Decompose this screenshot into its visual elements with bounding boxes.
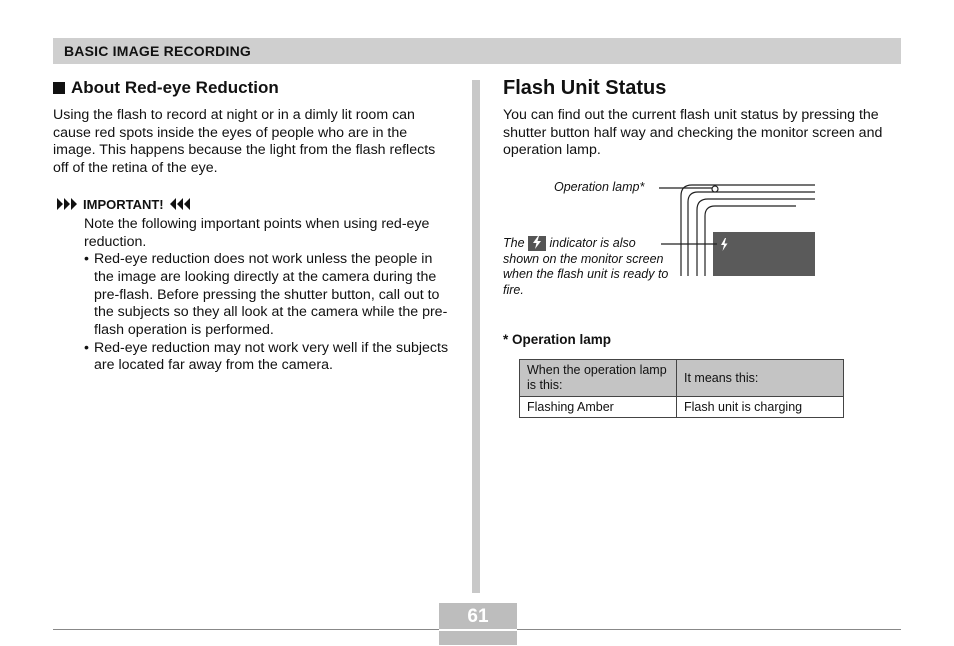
page-number-box: [439, 603, 517, 645]
page-number: 61: [467, 606, 489, 627]
arrow-left-icon: [168, 198, 190, 210]
table-cell: Flash unit is charging: [677, 397, 844, 418]
note-intro: Note the following important points when using red-eye reduction.: [84, 215, 430, 250]
table-header-cell: It means this:: [677, 360, 844, 397]
important-label-row: [53, 197, 453, 212]
arrow-right-icon: [57, 198, 79, 210]
camera-back-drawing: [503, 176, 823, 306]
operation-lamp-table: [519, 359, 844, 418]
camera-diagram: [503, 176, 823, 306]
list-item: • Red-eye reduction does not work unless the people in the image are looking directly at the camera during the pre-flash. Before pressing the shutter button, call out to the subjects so they all look at the camera while the pre-flash operation is performed.: [84, 251, 453, 340]
flash-indicator-caption: The indicator is also shown on the monitor screen when the flash unit is ready to fire.: [503, 236, 669, 298]
important-label: IMPORTANT!: [83, 196, 164, 212]
square-bullet-icon: [53, 82, 65, 94]
section-title: BASIC IMAGE RECORDING: [64, 43, 251, 59]
flash-status-paragraph: You can find out the current flash unit status by pressing the shutter button half way and checking the monitor screen and operation lamp.: [503, 107, 883, 159]
table-cell: Flashing Amber: [520, 397, 677, 418]
red-eye-heading: About Red-eye Reduction: [53, 78, 453, 98]
right-column: [503, 76, 903, 160]
section-header-bar: [53, 38, 901, 64]
table-header-cell: When the operation lamp is this:: [520, 360, 677, 397]
important-note: [84, 216, 453, 375]
table-row: [520, 397, 844, 418]
note-bullets: [84, 251, 453, 375]
list-item: • Red-eye reduction may not work very well if the subjects are located far away from the camera.: [84, 340, 453, 375]
left-column: [53, 78, 453, 375]
operation-lamp-caption: Operation lamp*: [554, 180, 645, 194]
table-header-row: [520, 360, 844, 397]
operation-lamp-heading: * Operation lamp: [503, 332, 612, 347]
column-divider: [472, 80, 480, 593]
page-title: Flash Unit Status: [503, 77, 667, 99]
red-eye-paragraph: Using the flash to record at night or in a dimly lit room can cause red spots inside the eyes of people who are in the image. This happens because the light from the flash reflects off of the retina of the eye.: [53, 107, 436, 177]
